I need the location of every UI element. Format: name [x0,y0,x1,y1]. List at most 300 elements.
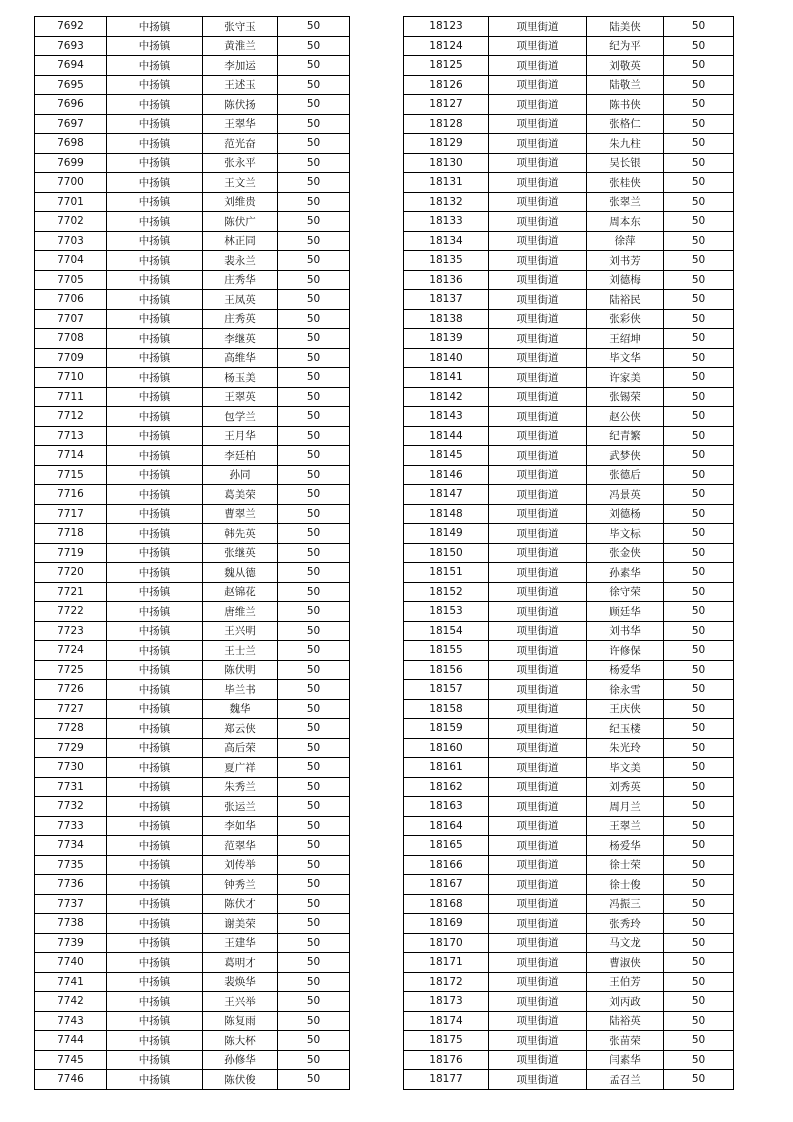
cell-number: 18143 [404,407,489,427]
table-row [35,485,350,505]
table-row [404,680,734,700]
cell-amount: 50 [664,680,734,700]
cell-name: 裴焕华 [203,972,278,992]
cell-amount: 50 [664,972,734,992]
cell-number: 18169 [404,914,489,934]
cell-town: 中扬镇 [107,231,203,251]
cell-number: 7743 [35,1011,107,1031]
cell-number: 18173 [404,992,489,1012]
table-row [404,212,734,232]
cell-amount: 50 [664,270,734,290]
cell-amount: 50 [278,992,350,1012]
cell-amount: 50 [278,1031,350,1051]
cell-name: 刘维贵 [203,192,278,212]
cell-number: 18171 [404,953,489,973]
cell-town: 中扬镇 [107,875,203,895]
cell-number: 7738 [35,914,107,934]
table-row [404,309,734,329]
cell-number: 7736 [35,875,107,895]
cell-number: 7714 [35,446,107,466]
cell-name: 王翠英 [203,387,278,407]
table-row [35,192,350,212]
cell-town: 中扬镇 [107,426,203,446]
cell-name: 徐永雪 [587,680,664,700]
cell-amount: 50 [664,309,734,329]
cell-amount: 50 [278,75,350,95]
cell-number: 7730 [35,758,107,778]
cell-amount: 50 [278,660,350,680]
cell-number: 18132 [404,192,489,212]
table-row [404,329,734,349]
cell-town: 项里街道 [489,797,587,817]
cell-amount: 50 [278,699,350,719]
cell-name: 王兴举 [203,992,278,1012]
cell-number: 7697 [35,114,107,134]
cell-amount: 50 [278,134,350,154]
table-row [404,524,734,544]
cell-town: 中扬镇 [107,212,203,232]
cell-town: 项里街道 [489,933,587,953]
cell-amount: 50 [664,992,734,1012]
cell-number: 7713 [35,426,107,446]
table-row [35,134,350,154]
table-row [35,797,350,817]
table-row [404,797,734,817]
cell-number: 7712 [35,407,107,427]
cell-number: 7698 [35,134,107,154]
cell-town: 中扬镇 [107,95,203,115]
table-row [404,134,734,154]
cell-amount: 50 [278,407,350,427]
cell-number: 7710 [35,368,107,388]
cell-name: 葛明才 [203,953,278,973]
table-row [404,660,734,680]
cell-amount: 50 [278,875,350,895]
cell-number: 7724 [35,641,107,661]
cell-name: 王绍坤 [587,329,664,349]
cell-amount: 50 [664,816,734,836]
cell-town: 项里街道 [489,953,587,973]
cell-town: 项里街道 [489,75,587,95]
cell-name: 谢美荣 [203,914,278,934]
table-row [35,680,350,700]
cell-name: 曹翠兰 [203,504,278,524]
cell-amount: 50 [664,875,734,895]
cell-number: 18123 [404,17,489,37]
cell-amount: 50 [278,270,350,290]
cell-name: 张永平 [203,153,278,173]
cell-amount: 50 [664,1011,734,1031]
cell-name: 张苗荣 [587,1031,664,1051]
cell-town: 项里街道 [489,1031,587,1051]
cell-town: 项里街道 [489,270,587,290]
cell-amount: 50 [278,738,350,758]
right-table-body [404,17,734,1090]
cell-town: 中扬镇 [107,446,203,466]
cell-amount: 50 [278,1011,350,1031]
cell-name: 张秀玲 [587,914,664,934]
cell-number: 18134 [404,231,489,251]
cell-amount: 50 [664,36,734,56]
cell-number: 18164 [404,816,489,836]
cell-number: 18170 [404,933,489,953]
cell-amount: 50 [278,894,350,914]
cell-town: 中扬镇 [107,485,203,505]
cell-town: 项里街道 [489,836,587,856]
cell-amount: 50 [278,114,350,134]
cell-town: 项里街道 [489,368,587,388]
cell-town: 项里街道 [489,738,587,758]
cell-number: 18129 [404,134,489,154]
cell-name: 陈复雨 [203,1011,278,1031]
table-row [404,1050,734,1070]
cell-number: 7718 [35,524,107,544]
cell-amount: 50 [278,641,350,661]
table-row [404,855,734,875]
cell-number: 18150 [404,543,489,563]
table-row [35,368,350,388]
cell-name: 顾廷华 [587,602,664,622]
cell-number: 18163 [404,797,489,817]
cell-amount: 50 [664,153,734,173]
cell-number: 7725 [35,660,107,680]
cell-amount: 50 [278,153,350,173]
cell-amount: 50 [664,797,734,817]
cell-town: 中扬镇 [107,270,203,290]
cell-town: 项里街道 [489,485,587,505]
table-row [35,953,350,973]
table-row [35,524,350,544]
cell-amount: 50 [278,251,350,271]
table-row [404,446,734,466]
cell-town: 项里街道 [489,212,587,232]
cell-number: 18165 [404,836,489,856]
cell-number: 7733 [35,816,107,836]
cell-name: 朱秀兰 [203,777,278,797]
table-row [404,972,734,992]
table-row [35,504,350,524]
table-row [404,641,734,661]
cell-name: 徐守荣 [587,582,664,602]
cell-number: 18133 [404,212,489,232]
cell-amount: 50 [664,407,734,427]
cell-town: 项里街道 [489,192,587,212]
table-row [35,816,350,836]
cell-name: 吴长银 [587,153,664,173]
table-row [35,426,350,446]
cell-number: 18166 [404,855,489,875]
cell-number: 7703 [35,231,107,251]
cell-number: 18156 [404,660,489,680]
cell-amount: 50 [664,368,734,388]
table-row [35,563,350,583]
cell-amount: 50 [664,933,734,953]
cell-town: 中扬镇 [107,56,203,76]
cell-name: 王伯芳 [587,972,664,992]
table-row [404,192,734,212]
cell-number: 7702 [35,212,107,232]
cell-town: 中扬镇 [107,855,203,875]
cell-amount: 50 [278,816,350,836]
table-row [404,836,734,856]
cell-name: 纪为平 [587,36,664,56]
cell-name: 李廷柏 [203,446,278,466]
cell-town: 项里街道 [489,602,587,622]
cell-number: 7716 [35,485,107,505]
cell-name: 许修保 [587,641,664,661]
cell-town: 项里街道 [489,348,587,368]
cell-amount: 50 [664,290,734,310]
cell-name: 孙素华 [587,563,664,583]
cell-number: 18157 [404,680,489,700]
cell-name: 林正同 [203,231,278,251]
cell-town: 中扬镇 [107,290,203,310]
cell-name: 王士兰 [203,641,278,661]
table-row [404,1031,734,1051]
table-row [35,855,350,875]
cell-name: 张翠兰 [587,192,664,212]
cell-name: 张运兰 [203,797,278,817]
table-row [35,699,350,719]
table-row [35,1011,350,1031]
cell-number: 7721 [35,582,107,602]
cell-name: 刘德杨 [587,504,664,524]
cell-town: 中扬镇 [107,933,203,953]
table-row [35,602,350,622]
cell-town: 中扬镇 [107,1050,203,1070]
cell-number: 7711 [35,387,107,407]
cell-town: 中扬镇 [107,719,203,739]
cell-amount: 50 [664,660,734,680]
cell-name: 王庆侠 [587,699,664,719]
table-row [404,173,734,193]
cell-town: 项里街道 [489,153,587,173]
cell-town: 项里街道 [489,777,587,797]
cell-amount: 50 [278,758,350,778]
cell-amount: 50 [664,504,734,524]
cell-number: 7696 [35,95,107,115]
table-row [404,426,734,446]
cell-number: 7706 [35,290,107,310]
table-row [35,212,350,232]
cell-amount: 50 [278,348,350,368]
cell-number: 7695 [35,75,107,95]
table-row [35,75,350,95]
cell-name: 张继英 [203,543,278,563]
cell-amount: 50 [664,914,734,934]
cell-town: 中扬镇 [107,797,203,817]
cell-amount: 50 [664,251,734,271]
cell-town: 项里街道 [489,231,587,251]
cell-amount: 50 [664,953,734,973]
right-table [403,16,734,1090]
table-row [404,602,734,622]
table-row [35,173,350,193]
cell-name: 王月华 [203,426,278,446]
table-row [404,621,734,641]
table-row [404,270,734,290]
cell-number: 7745 [35,1050,107,1070]
table-row [404,816,734,836]
cell-amount: 50 [664,563,734,583]
cell-town: 中扬镇 [107,387,203,407]
cell-name: 裴永兰 [203,251,278,271]
table-row [404,894,734,914]
cell-amount: 50 [278,426,350,446]
cell-town: 中扬镇 [107,153,203,173]
cell-amount: 50 [664,426,734,446]
cell-number: 7707 [35,309,107,329]
table-row [35,251,350,271]
cell-amount: 50 [664,75,734,95]
table-row [35,446,350,466]
cell-name: 张桂侠 [587,173,664,193]
cell-name: 陈伏才 [203,894,278,914]
cell-town: 项里街道 [489,1070,587,1090]
table-row [35,387,350,407]
cell-name: 范翠华 [203,836,278,856]
cell-amount: 50 [278,524,350,544]
cell-town: 项里街道 [489,251,587,271]
cell-number: 18167 [404,875,489,895]
cell-number: 18146 [404,465,489,485]
cell-amount: 50 [278,309,350,329]
cell-town: 项里街道 [489,972,587,992]
table-row [404,504,734,524]
cell-name: 陈伏广 [203,212,278,232]
table-row [404,563,734,583]
cell-name: 曹淑侠 [587,953,664,973]
cell-number: 7692 [35,17,107,37]
cell-number: 18177 [404,1070,489,1090]
cell-town: 项里街道 [489,621,587,641]
table-row [404,1011,734,1031]
cell-town: 中扬镇 [107,602,203,622]
table-row [35,1031,350,1051]
table-row [35,309,350,329]
cell-town: 项里街道 [489,95,587,115]
left-table [34,16,350,1090]
cell-name: 陆敬兰 [587,75,664,95]
cell-town: 项里街道 [489,1050,587,1070]
cell-number: 18161 [404,758,489,778]
cell-amount: 50 [278,719,350,739]
cell-name: 陆美侠 [587,17,664,37]
cell-amount: 50 [278,582,350,602]
table-row [404,153,734,173]
cell-amount: 50 [278,485,350,505]
cell-town: 项里街道 [489,446,587,466]
cell-name: 唐维兰 [203,602,278,622]
cell-name: 毕文标 [587,524,664,544]
cell-town: 项里街道 [489,36,587,56]
cell-amount: 50 [278,173,350,193]
cell-amount: 50 [278,36,350,56]
table-row [35,1070,350,1090]
cell-town: 中扬镇 [107,894,203,914]
cell-town: 中扬镇 [107,192,203,212]
cell-number: 7734 [35,836,107,856]
table-row [404,875,734,895]
table-row [404,290,734,310]
cell-number: 7709 [35,348,107,368]
cell-town: 中扬镇 [107,953,203,973]
cell-name: 陈大杯 [203,1031,278,1051]
cell-amount: 50 [664,114,734,134]
cell-amount: 50 [664,1050,734,1070]
table-row [404,368,734,388]
cell-town: 项里街道 [489,524,587,544]
cell-number: 18176 [404,1050,489,1070]
cell-amount: 50 [664,855,734,875]
cell-name: 王翠华 [203,114,278,134]
cell-town: 项里街道 [489,992,587,1012]
cell-name: 孙同 [203,465,278,485]
cell-amount: 50 [664,56,734,76]
cell-amount: 50 [664,329,734,349]
cell-name: 徐萍 [587,231,664,251]
cell-town: 项里街道 [489,641,587,661]
table-row [404,738,734,758]
cell-name: 张锡荣 [587,387,664,407]
table-row [35,582,350,602]
cell-amount: 50 [664,894,734,914]
cell-amount: 50 [664,602,734,622]
cell-town: 项里街道 [489,290,587,310]
cell-amount: 50 [664,192,734,212]
table-row [35,758,350,778]
cell-town: 项里街道 [489,758,587,778]
table-row [404,777,734,797]
cell-amount: 50 [664,17,734,37]
table-row [35,836,350,856]
cell-name: 韩先英 [203,524,278,544]
table-row [35,95,350,115]
cell-number: 18125 [404,56,489,76]
cell-amount: 50 [278,56,350,76]
cell-amount: 50 [664,719,734,739]
cell-amount: 50 [278,855,350,875]
cell-name: 陆裕民 [587,290,664,310]
table-row [404,1070,734,1090]
table-row [35,348,350,368]
cell-town: 中扬镇 [107,992,203,1012]
cell-town: 中扬镇 [107,36,203,56]
cell-town: 项里街道 [489,699,587,719]
cell-town: 项里街道 [489,875,587,895]
table-row [35,329,350,349]
cell-number: 7723 [35,621,107,641]
table-row [35,1050,350,1070]
cell-town: 中扬镇 [107,777,203,797]
cell-town: 项里街道 [489,543,587,563]
cell-number: 18138 [404,309,489,329]
cell-number: 18124 [404,36,489,56]
cell-number: 18140 [404,348,489,368]
table-row [35,407,350,427]
cell-name: 包学兰 [203,407,278,427]
cell-town: 中扬镇 [107,368,203,388]
cell-name: 王凤英 [203,290,278,310]
cell-name: 李如华 [203,816,278,836]
cell-number: 18153 [404,602,489,622]
cell-town: 中扬镇 [107,816,203,836]
cell-number: 7720 [35,563,107,583]
table-row [404,485,734,505]
cell-amount: 50 [278,231,350,251]
cell-name: 高维华 [203,348,278,368]
cell-amount: 50 [664,621,734,641]
